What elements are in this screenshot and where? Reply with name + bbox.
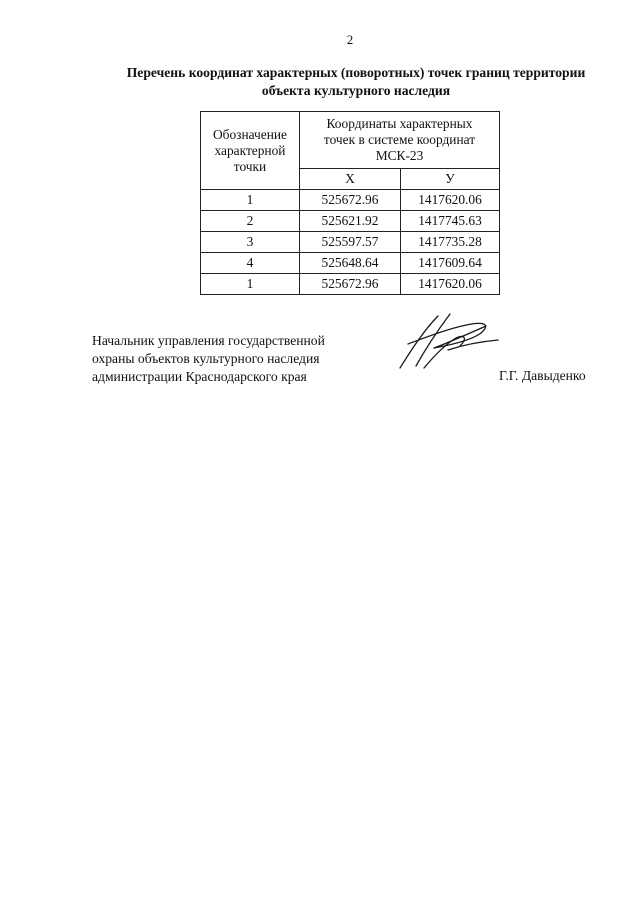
cell-y: 1417735.28: [401, 232, 500, 253]
header-coords-line: точек в системе координат: [323, 132, 476, 147]
cell-y: 1417620.06: [401, 274, 500, 295]
cell-y: 1417620.06: [401, 190, 500, 211]
handwritten-signature: [394, 308, 504, 378]
position-line: охраны объектов культурного наследия: [92, 351, 320, 366]
header-coords-line: МСК-23: [375, 148, 424, 163]
header-coords-line: Координаты характерных: [326, 116, 473, 131]
cell-point: 1: [201, 190, 300, 211]
cell-x: 525672.96: [300, 274, 401, 295]
cell-y: 1417609.64: [401, 253, 500, 274]
title-line-1: Перечень координат характерных (поворотных) точек границ территории: [126, 65, 586, 80]
header-point-line: точки: [233, 158, 267, 174]
table-row: [201, 274, 500, 295]
cell-x: 525597.57: [300, 232, 401, 253]
table-row: [201, 232, 500, 253]
cell-y: 1417745.63: [401, 211, 500, 232]
cell-x: 525621.92: [300, 211, 401, 232]
cell-point: 1: [201, 274, 300, 295]
table-row: [201, 190, 500, 211]
coordinates-table: [200, 111, 500, 295]
page-number: 2: [346, 32, 354, 47]
table-row: [201, 253, 500, 274]
header-point-line: характерной: [214, 142, 286, 158]
cell-point: 2: [201, 211, 300, 232]
position-line: администрации Краснодарского края: [92, 369, 307, 384]
signer-name: Г.Г. Давыденко: [499, 368, 586, 383]
cell-point: 4: [201, 253, 300, 274]
header-coordinates: [300, 112, 500, 169]
cell-x: 525672.96: [300, 190, 401, 211]
cell-point: 3: [201, 232, 300, 253]
header-y: У: [401, 169, 500, 190]
cell-x: 525648.64: [300, 253, 401, 274]
header-point-designation: [201, 112, 300, 190]
signatory-position: [92, 332, 325, 386]
title-line-2: объекта культурного наследия: [261, 83, 451, 98]
table-row: [201, 211, 500, 232]
document-title: [88, 64, 624, 100]
header-x: X: [300, 169, 401, 190]
position-line: Начальник управления государственной: [92, 333, 325, 348]
header-point-line: Обозначение: [213, 126, 287, 142]
